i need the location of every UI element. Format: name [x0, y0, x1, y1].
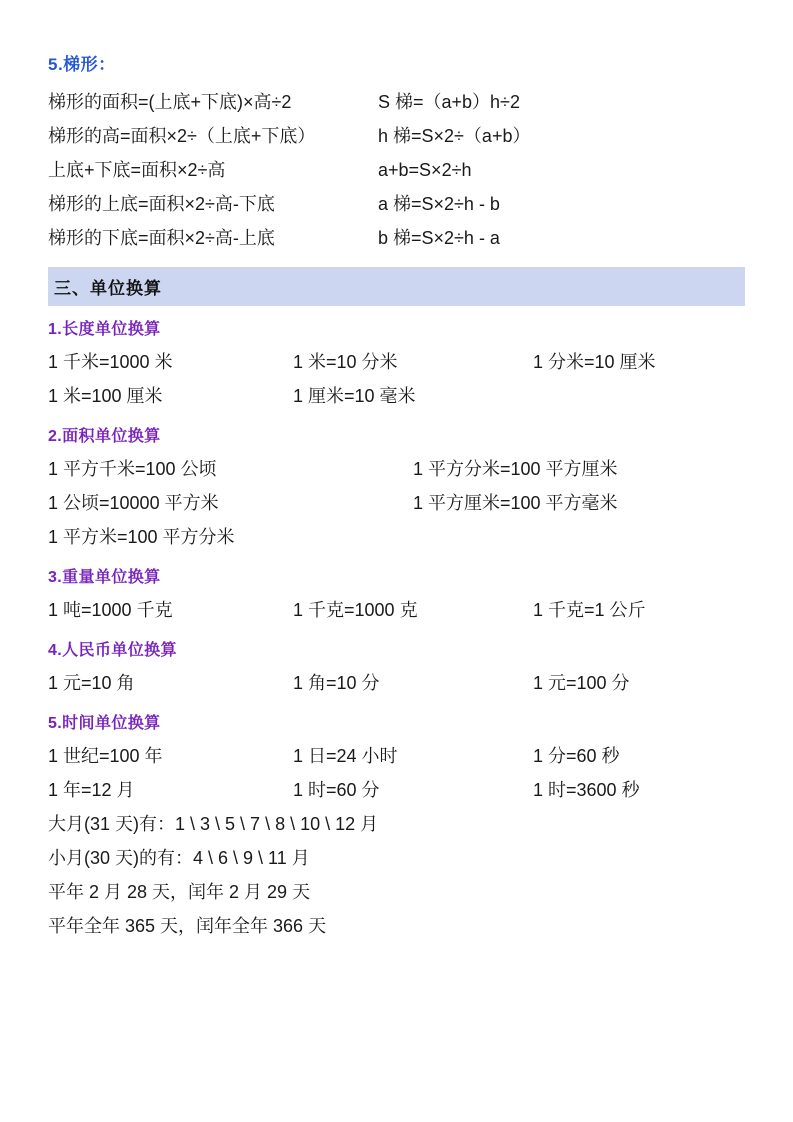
formula-chinese: 上底+下底=面积×2÷高 [48, 160, 226, 180]
note-line: 平年 2 月 28 天，闰年 2 月 29 天 [48, 882, 311, 902]
subsection-title-area: 2.面积单位换算 [48, 428, 161, 445]
formula-symbolic: b 梯=S×2÷h - a [378, 228, 500, 248]
conversion-row [48, 773, 745, 807]
conversion-item: 1 时=60 分 [293, 780, 380, 800]
conversion-item: 1 日=24 小时 [293, 746, 398, 766]
conversion-item: 1 世纪=100 年 [48, 746, 163, 766]
conversion-row [48, 452, 745, 486]
conversion-item: 1 平方分米=100 平方厘米 [413, 459, 618, 479]
conversion-row [48, 666, 745, 700]
subsection-title-length: 1.长度单位换算 [48, 321, 161, 338]
conversion-item: 1 厘米=10 毫米 [293, 386, 416, 406]
conversion-row [48, 379, 745, 413]
conversion-item: 1 分=60 秒 [533, 746, 620, 766]
conversion-row [48, 520, 745, 554]
conversion-row [48, 486, 745, 520]
conversion-row [48, 593, 745, 627]
conversion-item: 1 公顷=10000 平方米 [48, 493, 219, 513]
formula-symbolic: h 梯=S×2÷（a+b） [378, 126, 531, 146]
conversion-item: 1 吨=1000 千克 [48, 600, 173, 620]
formula-row [48, 119, 745, 153]
conversion-item: 1 时=3600 秒 [533, 780, 640, 800]
conversion-item: 1 年=12 月 [48, 780, 135, 800]
subsection-title-time: 5.时间单位换算 [48, 715, 161, 732]
section-banner-unit-conversion: 三、单位换算 [48, 267, 745, 306]
conversion-item: 1 平方千米=100 公顷 [48, 459, 217, 479]
conversion-item: 1 分米=10 厘米 [533, 352, 656, 372]
subsection-title-currency: 4.人民币单位换算 [48, 642, 177, 659]
formula-chinese: 梯形的面积=(上底+下底)×高÷2 [48, 92, 292, 112]
formula-chinese: 梯形的上底=面积×2÷高-下底 [48, 194, 275, 214]
conversion-item: 1 元=100 分 [533, 673, 630, 693]
conversion-item: 1 平方厘米=100 平方毫米 [413, 493, 618, 513]
conversion-item: 1 千克=1 公斤 [533, 600, 646, 620]
note-line: 大月(31 天)有：1 \ 3 \ 5 \ 7 \ 8 \ 10 \ 12 月 [48, 814, 379, 834]
formula-symbolic: a+b=S×2÷h [378, 160, 472, 180]
formula-row [48, 85, 745, 119]
formula-symbolic: S 梯=（a+b）h÷2 [378, 92, 520, 112]
subsection-title-weight: 3.重量单位换算 [48, 569, 161, 586]
conversion-item: 1 平方米=100 平方分米 [48, 527, 235, 547]
section-title-trapezoid: 5.梯形： [48, 55, 116, 74]
note-line: 小月(30 天)的有：4 \ 6 \ 9 \ 11 月 [48, 848, 310, 868]
formula-row [48, 153, 745, 187]
conversion-item: 1 米=10 分米 [293, 352, 398, 372]
conversion-item: 1 米=100 厘米 [48, 386, 163, 406]
formula-row [48, 221, 745, 255]
formula-row [48, 187, 745, 221]
conversion-item: 1 元=10 角 [48, 673, 135, 693]
conversion-row [48, 739, 745, 773]
formula-chinese: 梯形的高=面积×2÷（上底+下底） [48, 126, 316, 146]
conversion-item: 1 千米=1000 米 [48, 352, 173, 372]
formula-chinese: 梯形的下底=面积×2÷高-上底 [48, 228, 275, 248]
formula-symbolic: a 梯=S×2÷h - b [378, 194, 500, 214]
conversion-row [48, 345, 745, 379]
conversion-item: 1 千克=1000 克 [293, 600, 418, 620]
conversion-item: 1 角=10 分 [293, 673, 380, 693]
note-line: 平年全年 365 天，闰年全年 366 天 [48, 916, 327, 936]
